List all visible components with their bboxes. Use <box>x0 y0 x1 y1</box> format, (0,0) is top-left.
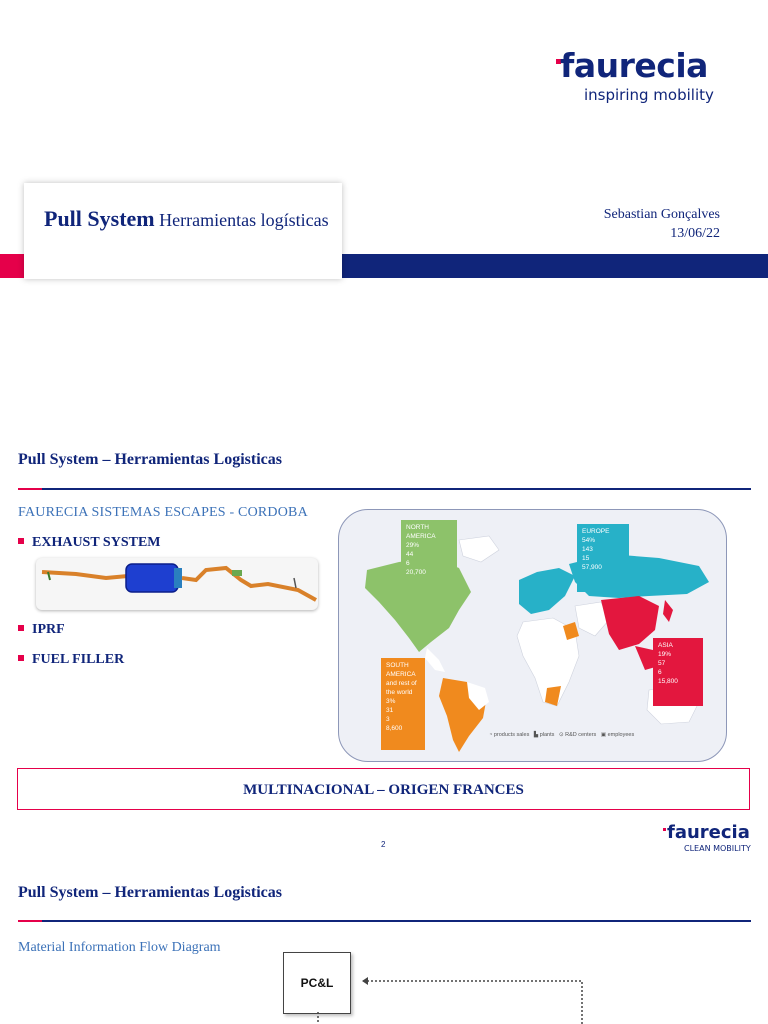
region-sales: 3% <box>386 698 396 705</box>
region-plants: 57 <box>658 660 666 667</box>
legend-rd-icon: ⊙ <box>558 732 564 738</box>
exhaust-pipe-illustration <box>36 558 318 610</box>
region-name: ASIA <box>658 642 673 649</box>
region-rd: 6 <box>658 669 662 676</box>
accent-band-blue <box>342 254 768 278</box>
region-plants: 31 <box>386 707 394 714</box>
exhaust-system-image <box>36 558 318 610</box>
section-title-2: Pull System – Herramientas Logisticas <box>18 884 282 901</box>
region-name: SOUTH AMERICA and rest of the world <box>386 662 417 696</box>
region-employees: 8,600 <box>386 725 403 732</box>
region-employees: 20,700 <box>406 569 426 576</box>
small-logo-dot <box>663 828 666 831</box>
company-subhead: FAURECIA SISTEMAS ESCAPES - CORDOBA <box>18 505 308 520</box>
small-logo-tagline: CLEAN MOBILITY <box>684 844 751 853</box>
region-employees: 57,900 <box>582 564 602 571</box>
section-rule-accent-2 <box>18 920 42 922</box>
legend-employee-icon: ▣ <box>600 732 607 738</box>
accent-band-red <box>0 254 26 278</box>
south-america-stats <box>381 658 425 750</box>
legend-pie-icon: ◔ <box>489 732 493 738</box>
region-rd: 6 <box>406 560 410 567</box>
region-sales: 29% <box>406 542 420 549</box>
region-name: EUROPE <box>582 528 610 535</box>
flow-diagram-subhead: Material Information Flow Diagram <box>18 940 221 955</box>
flow-connectors <box>300 975 600 1024</box>
title-bold: Pull System <box>44 206 155 231</box>
map-legend <box>489 732 634 738</box>
section-rule-2 <box>18 920 751 922</box>
legend-plants: plants <box>539 732 555 738</box>
legend-employees: employees <box>607 732 635 738</box>
region-name: NORTH AMERICA <box>406 524 436 540</box>
region-rd: 3 <box>386 716 390 723</box>
region-employees: 15,800 <box>658 678 678 685</box>
bullet-exhaust: EXHAUST SYSTEM <box>18 535 161 551</box>
world-presence-map <box>338 509 727 762</box>
author-name: Sebastian Gonçalves <box>603 207 720 222</box>
bullet-fuel-filler: FUEL FILLER <box>18 652 124 668</box>
bullet-iprf: IPRF <box>18 622 65 638</box>
section-rule-accent <box>18 488 42 490</box>
pcl-node: PC&L <box>283 952 351 1014</box>
faurecia-logo: faurecia <box>560 46 708 85</box>
author-block <box>604 205 720 243</box>
multinational-banner: MULTINACIONAL – ORIGEN FRANCES <box>17 768 750 810</box>
page-number: 2 <box>381 840 386 849</box>
asia-stats <box>653 638 703 706</box>
region-sales: 54% <box>582 537 596 544</box>
legend-rd: R&D centers <box>565 732 597 738</box>
region-plants: 44 <box>406 551 414 558</box>
region-rd: 15 <box>582 555 590 562</box>
legend-plant-icon: ▙ <box>533 732 539 738</box>
logo-tagline: inspiring mobility <box>584 86 714 104</box>
faurecia-small-logo: faurecia <box>667 822 750 843</box>
north-america-stats <box>401 520 457 600</box>
section-rule <box>18 488 751 490</box>
presentation-date: 13/06/22 <box>670 226 720 241</box>
slide-title <box>44 206 334 233</box>
europe-stats <box>577 524 629 592</box>
title-rest: Herramientas logísticas <box>159 210 329 230</box>
region-sales: 19% <box>658 651 672 658</box>
region-plants: 143 <box>582 546 593 553</box>
legend-sales: products sales <box>493 732 530 738</box>
section-title: Pull System – Herramientas Logisticas <box>18 451 282 468</box>
